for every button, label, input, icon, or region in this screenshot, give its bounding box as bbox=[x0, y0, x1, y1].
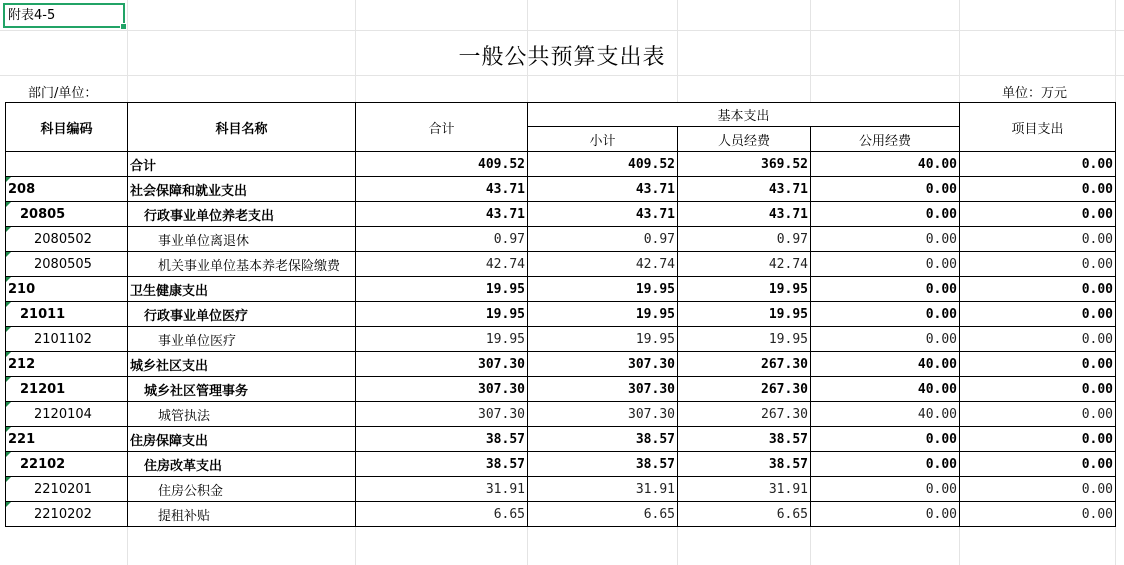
cell-code[interactable]: 2101102 bbox=[6, 327, 128, 352]
cell-code[interactable]: 22102 bbox=[6, 452, 128, 477]
cell-personnel[interactable]: 6.65 bbox=[678, 502, 811, 527]
cell-subtotal[interactable]: 19.95 bbox=[528, 327, 678, 352]
cell-total[interactable]: 19.95 bbox=[356, 277, 528, 302]
cell-total[interactable]: 409.52 bbox=[356, 152, 528, 177]
cell-code[interactable] bbox=[6, 152, 128, 177]
cell-subtotal[interactable]: 31.91 bbox=[528, 477, 678, 502]
cell-public[interactable]: 40.00 bbox=[811, 352, 960, 377]
department-label: 部门/单位： bbox=[28, 86, 98, 101]
cell-project[interactable]: 0.00 bbox=[960, 177, 1116, 202]
cell-total[interactable]: 38.57 bbox=[356, 452, 528, 477]
table-row bbox=[6, 452, 1116, 477]
cell-name[interactable]: 机关事业单位基本养老保险缴费 bbox=[128, 252, 356, 277]
cell-code[interactable]: 210 bbox=[6, 277, 128, 302]
cell-public[interactable]: 0.00 bbox=[811, 327, 960, 352]
cell-project[interactable]: 0.00 bbox=[960, 202, 1116, 227]
text-number-indicator bbox=[6, 502, 11, 507]
cell-code[interactable]: 221 bbox=[6, 427, 128, 452]
table-row bbox=[6, 427, 1116, 452]
header-project[interactable]: 项目支出 bbox=[960, 103, 1116, 152]
cell-name[interactable]: 城乡社区支出 bbox=[128, 352, 356, 377]
cell-code[interactable]: 2210201 bbox=[6, 477, 128, 502]
text-number-indicator bbox=[6, 277, 11, 282]
cell-name[interactable]: 社会保障和就业支出 bbox=[128, 177, 356, 202]
cell-name[interactable]: 事业单位离退休 bbox=[128, 227, 356, 252]
text-number-indicator bbox=[6, 227, 11, 232]
cell-subtotal[interactable]: 307.30 bbox=[528, 402, 678, 427]
cell-public[interactable]: 0.00 bbox=[811, 227, 960, 252]
header-personnel[interactable]: 人员经费 bbox=[678, 127, 811, 152]
text-number-indicator bbox=[6, 302, 11, 307]
cell-code[interactable]: 2120104 bbox=[6, 402, 128, 427]
cell-subtotal[interactable]: 38.57 bbox=[528, 427, 678, 452]
cell-total[interactable]: 0.97 bbox=[356, 227, 528, 252]
cell-project[interactable]: 0.00 bbox=[960, 302, 1116, 327]
cell-subtotal[interactable]: 19.95 bbox=[528, 302, 678, 327]
cell-code[interactable]: 212 bbox=[6, 352, 128, 377]
cell-subtotal[interactable]: 38.57 bbox=[528, 452, 678, 477]
table-row bbox=[6, 402, 1116, 427]
cell-project[interactable]: 0.00 bbox=[960, 402, 1116, 427]
table-row bbox=[6, 277, 1116, 302]
cell-name[interactable]: 事业单位医疗 bbox=[128, 327, 356, 352]
cell-public[interactable]: 0.00 bbox=[811, 252, 960, 277]
cell-project[interactable]: 0.00 bbox=[960, 252, 1116, 277]
cell-public[interactable]: 0.00 bbox=[811, 452, 960, 477]
cell-total[interactable]: 43.71 bbox=[356, 202, 528, 227]
text-number-indicator bbox=[6, 427, 11, 432]
unit-label: 单位：万元 bbox=[1002, 86, 1068, 101]
cell-subtotal[interactable]: 307.30 bbox=[528, 377, 678, 402]
cell-project[interactable]: 0.00 bbox=[960, 277, 1116, 302]
header-total[interactable]: 合计 bbox=[356, 103, 528, 152]
cell-total[interactable]: 31.91 bbox=[356, 477, 528, 502]
cell-name[interactable]: 卫生健康支出 bbox=[128, 277, 356, 302]
cell-public[interactable]: 0.00 bbox=[811, 477, 960, 502]
cell-personnel[interactable]: 38.57 bbox=[678, 427, 811, 452]
cell-total[interactable]: 307.30 bbox=[356, 377, 528, 402]
cell-subtotal[interactable]: 6.65 bbox=[528, 502, 678, 527]
cell-total[interactable]: 307.30 bbox=[356, 402, 528, 427]
cell-personnel[interactable]: 43.71 bbox=[678, 177, 811, 202]
text-number-indicator bbox=[6, 452, 11, 457]
cell-public[interactable]: 40.00 bbox=[811, 377, 960, 402]
cell-name[interactable]: 城乡社区管理事务 bbox=[128, 377, 356, 402]
cell-total[interactable]: 42.74 bbox=[356, 252, 528, 277]
cell-name[interactable]: 住房改革支出 bbox=[128, 452, 356, 477]
cell-name[interactable]: 行政事业单位医疗 bbox=[128, 302, 356, 327]
cell-personnel[interactable]: 369.52 bbox=[678, 152, 811, 177]
fill-handle[interactable] bbox=[120, 23, 127, 30]
cell-public[interactable]: 0.00 bbox=[811, 277, 960, 302]
cell-code[interactable]: 2080502 bbox=[6, 227, 128, 252]
header-public[interactable]: 公用经费 bbox=[811, 127, 960, 152]
cell-personnel[interactable]: 19.95 bbox=[678, 327, 811, 352]
cell-personnel[interactable]: 267.30 bbox=[678, 352, 811, 377]
cell-total[interactable]: 19.95 bbox=[356, 327, 528, 352]
table-row bbox=[6, 502, 1116, 527]
table-row bbox=[6, 327, 1116, 352]
table-row bbox=[6, 352, 1116, 377]
table-row bbox=[6, 177, 1116, 202]
cell-subtotal[interactable]: 19.95 bbox=[528, 277, 678, 302]
cell-project[interactable]: 0.00 bbox=[960, 352, 1116, 377]
text-number-indicator bbox=[6, 202, 11, 207]
text-number-indicator bbox=[6, 327, 11, 332]
table-row bbox=[6, 152, 1116, 177]
cell-code[interactable]: 2210202 bbox=[6, 502, 128, 527]
text-number-indicator bbox=[6, 477, 11, 482]
selected-cell-a1[interactable] bbox=[3, 3, 125, 28]
table-row bbox=[6, 377, 1116, 402]
cell-total[interactable]: 6.65 bbox=[356, 502, 528, 527]
cell-public[interactable]: 40.00 bbox=[811, 152, 960, 177]
budget-table bbox=[5, 102, 1116, 527]
header-basic[interactable]: 基本支出 bbox=[528, 103, 960, 127]
cell-personnel[interactable]: 267.30 bbox=[678, 377, 811, 402]
cell-subtotal[interactable]: 42.74 bbox=[528, 252, 678, 277]
cell-name[interactable]: 合计 bbox=[128, 152, 356, 177]
cell-public[interactable]: 0.00 bbox=[811, 502, 960, 527]
cell-project[interactable]: 0.00 bbox=[960, 327, 1116, 352]
cell-project[interactable]: 0.00 bbox=[960, 452, 1116, 477]
cell-total[interactable]: 43.71 bbox=[356, 177, 528, 202]
cell-personnel[interactable]: 42.74 bbox=[678, 252, 811, 277]
cell-personnel[interactable]: 19.95 bbox=[678, 277, 811, 302]
cell-personnel[interactable]: 19.95 bbox=[678, 302, 811, 327]
text-number-indicator bbox=[6, 177, 11, 182]
table-row bbox=[6, 227, 1116, 252]
cell-name[interactable]: 城管执法 bbox=[128, 402, 356, 427]
cell-subtotal[interactable]: 409.52 bbox=[528, 152, 678, 177]
cell-subtotal[interactable]: 307.30 bbox=[528, 352, 678, 377]
text-number-indicator bbox=[6, 252, 11, 257]
table-row bbox=[6, 302, 1116, 327]
cell-project[interactable]: 0.00 bbox=[960, 152, 1116, 177]
cell-public[interactable]: 0.00 bbox=[811, 302, 960, 327]
cell-code[interactable]: 21011 bbox=[6, 302, 128, 327]
cell-name[interactable]: 提租补贴 bbox=[128, 502, 356, 527]
header-code[interactable]: 科目编码 bbox=[6, 103, 128, 152]
cell-total[interactable]: 19.95 bbox=[356, 302, 528, 327]
cell-personnel[interactable]: 43.71 bbox=[678, 202, 811, 227]
header-subtotal[interactable]: 小计 bbox=[528, 127, 678, 152]
cell-project[interactable]: 0.00 bbox=[960, 427, 1116, 452]
cell-subtotal[interactable]: 43.71 bbox=[528, 177, 678, 202]
cell-public[interactable]: 0.00 bbox=[811, 427, 960, 452]
cell-project[interactable]: 0.00 bbox=[960, 377, 1116, 402]
table-row bbox=[6, 252, 1116, 277]
cell-total[interactable]: 307.30 bbox=[356, 352, 528, 377]
cell-subtotal[interactable]: 0.97 bbox=[528, 227, 678, 252]
cell-project[interactable]: 0.00 bbox=[960, 477, 1116, 502]
cell-total[interactable]: 38.57 bbox=[356, 427, 528, 452]
page-title: 一般公共预算支出表 bbox=[458, 45, 666, 70]
cell-code[interactable]: 20805 bbox=[6, 202, 128, 227]
cell-code[interactable]: 208 bbox=[6, 177, 128, 202]
cell-public[interactable]: 40.00 bbox=[811, 402, 960, 427]
cell-public[interactable]: 0.00 bbox=[811, 177, 960, 202]
table-row bbox=[6, 202, 1116, 227]
cell-subtotal[interactable]: 43.71 bbox=[528, 202, 678, 227]
cell-personnel[interactable]: 0.97 bbox=[678, 227, 811, 252]
text-number-indicator bbox=[6, 402, 11, 407]
cell-personnel[interactable]: 267.30 bbox=[678, 402, 811, 427]
cell-project[interactable]: 0.00 bbox=[960, 502, 1116, 527]
header-name[interactable]: 科目名称 bbox=[128, 103, 356, 152]
cell-code[interactable]: 21201 bbox=[6, 377, 128, 402]
text-number-indicator bbox=[6, 377, 11, 382]
cell-project[interactable]: 0.00 bbox=[960, 227, 1116, 252]
cell-personnel[interactable]: 38.57 bbox=[678, 452, 811, 477]
cell-public[interactable]: 0.00 bbox=[811, 202, 960, 227]
cell-name[interactable]: 住房保障支出 bbox=[128, 427, 356, 452]
appendix-label: 附表4-5 bbox=[8, 8, 56, 23]
text-number-indicator bbox=[6, 352, 11, 357]
cell-name[interactable]: 住房公积金 bbox=[128, 477, 356, 502]
cell-personnel[interactable]: 31.91 bbox=[678, 477, 811, 502]
cell-code[interactable]: 2080505 bbox=[6, 252, 128, 277]
table-row bbox=[6, 477, 1116, 502]
cell-name[interactable]: 行政事业单位养老支出 bbox=[128, 202, 356, 227]
